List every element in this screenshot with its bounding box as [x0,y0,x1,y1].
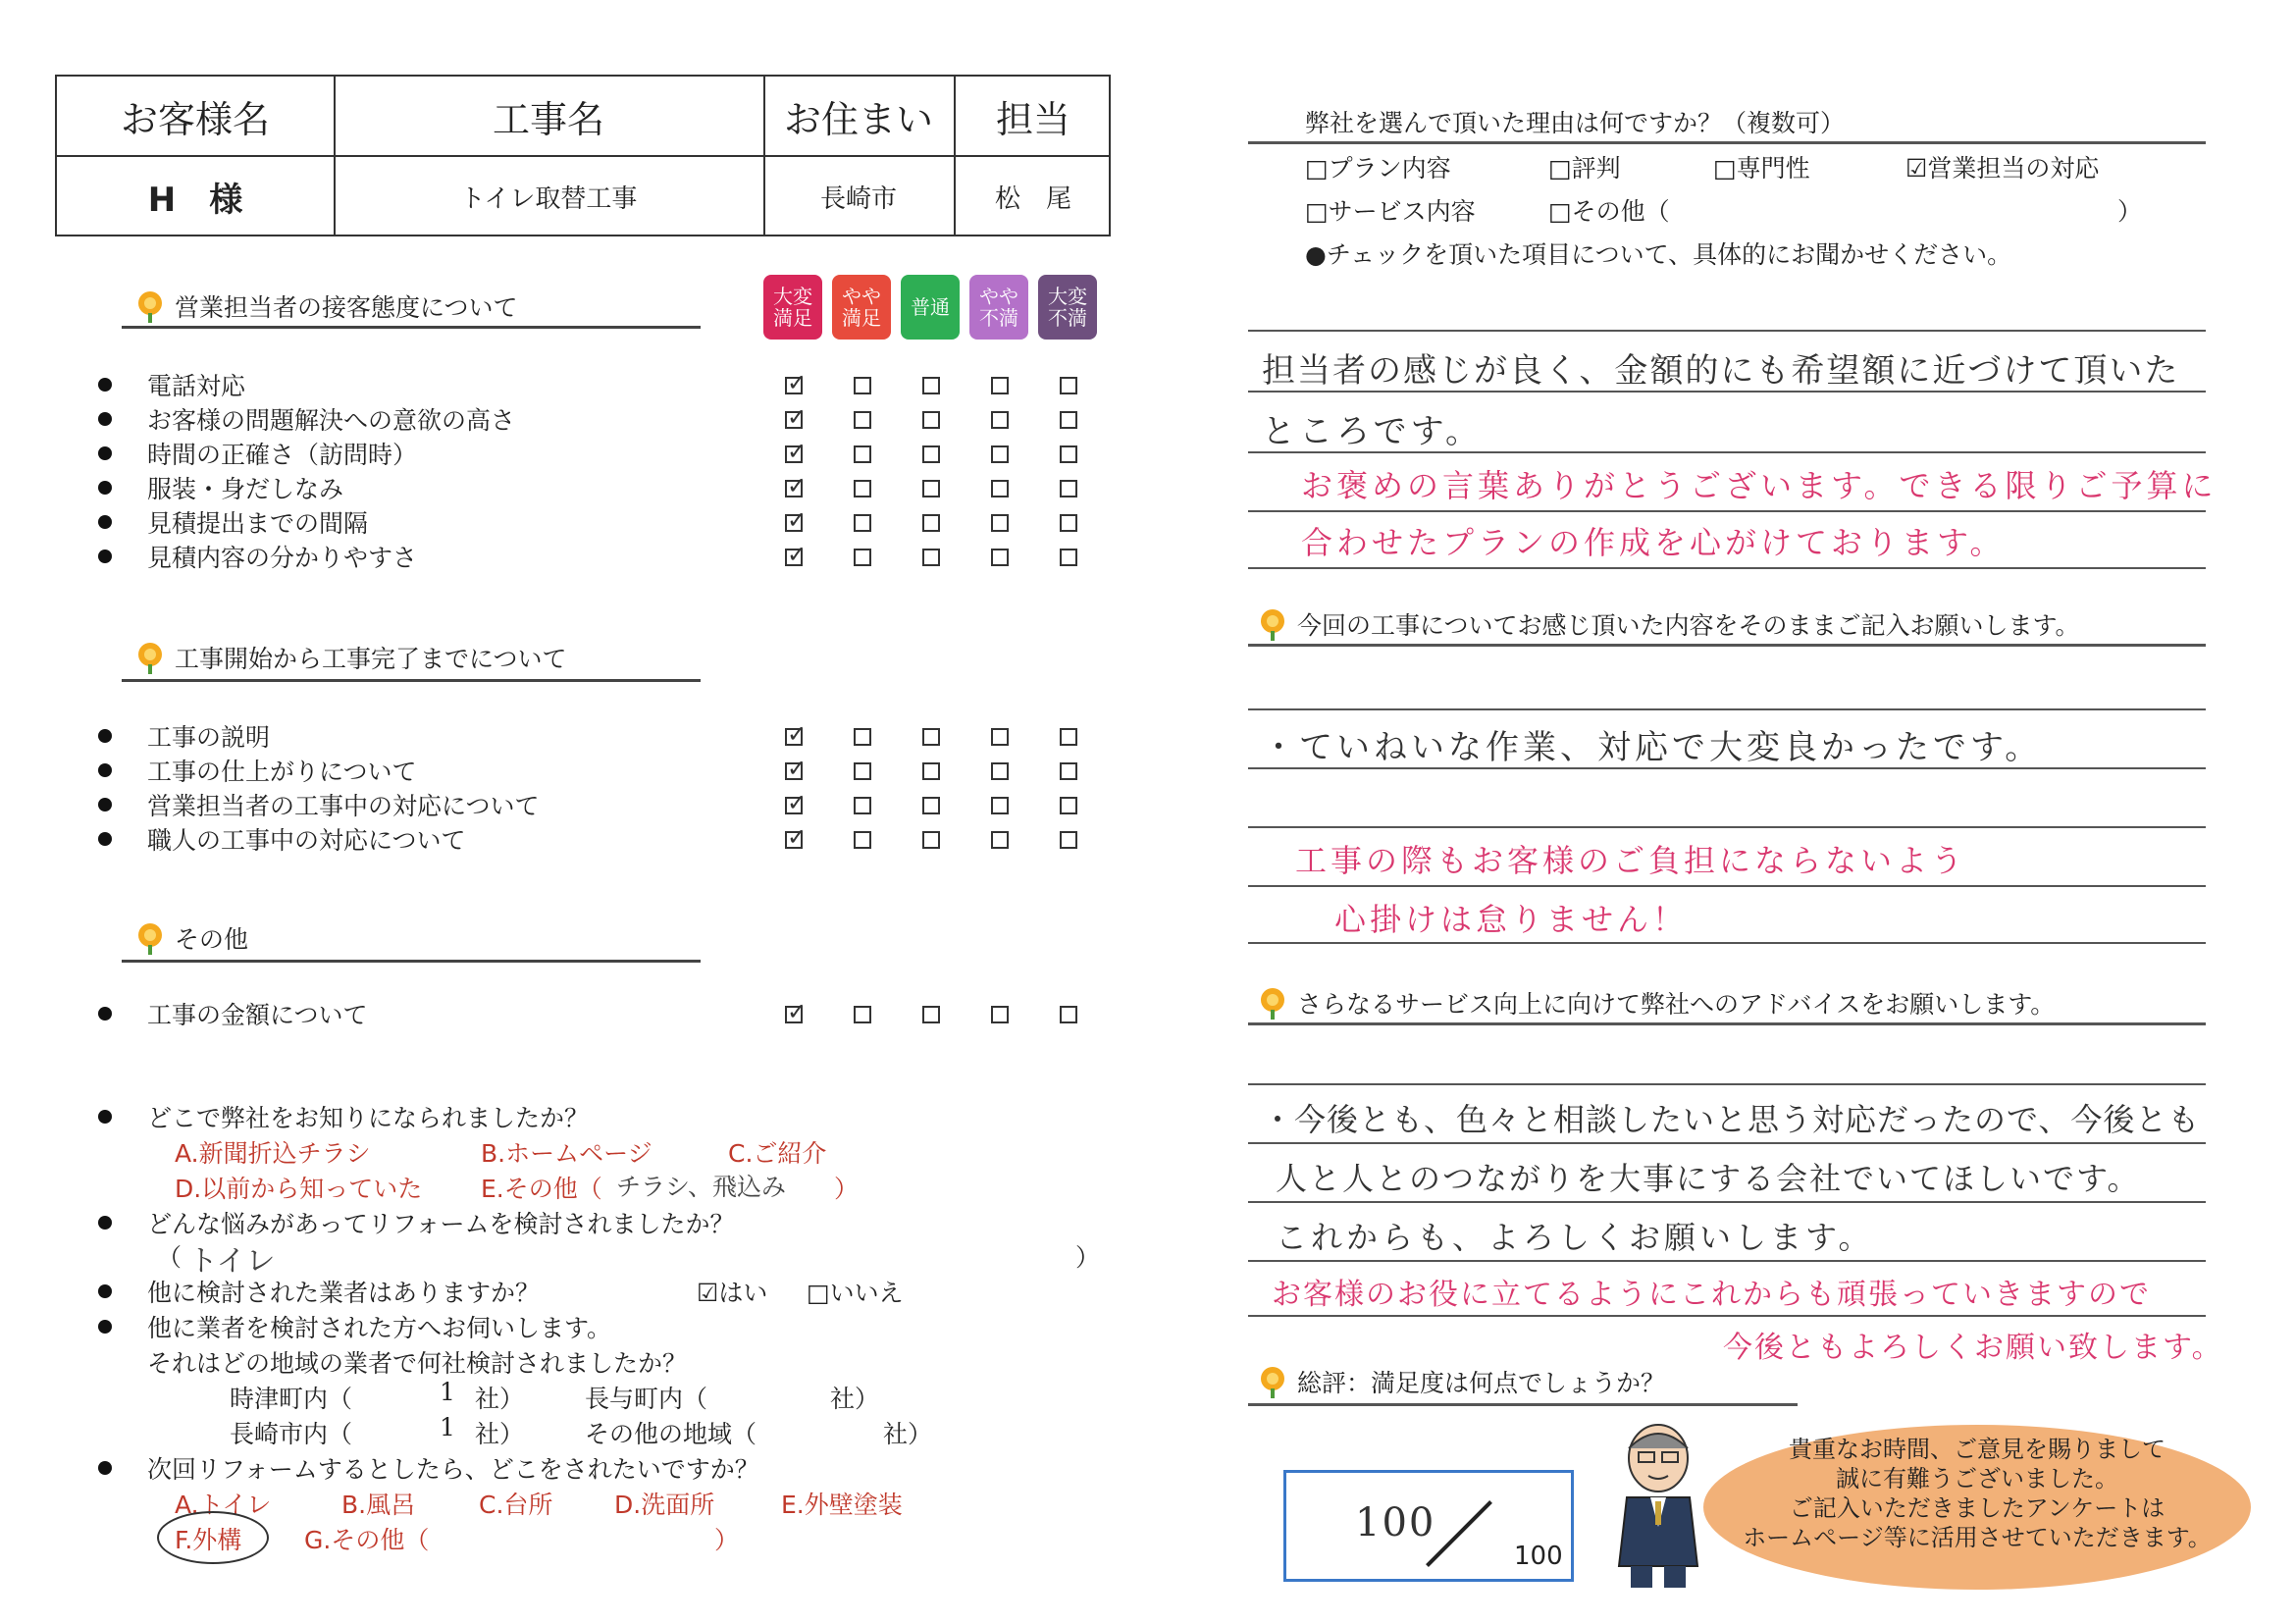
rating-checkbox[interactable] [854,762,871,780]
rating-checkbox[interactable] [854,411,871,429]
rating-checkbox[interactable] [991,514,1009,532]
impression-reply-line1: 工事の際もお客様のご負担にならないよう [1295,842,1967,879]
advice-answer-line2: 人と人とのつながりを大事にする会社でいてほしいです。 [1276,1160,2141,1197]
reason-service[interactable]: □サービス内容 [1305,197,1476,226]
reform-f-circle [157,1511,269,1564]
rating-checkbox[interactable] [854,480,871,497]
question-other-vendors: 他に検討された業者はありますか？ [98,1274,540,1309]
score-section: 総評：満足度は何点でしょうか？ [1258,1364,1665,1399]
area-other: その他の地域（ [585,1420,757,1448]
rating-checkbox[interactable] [1060,514,1077,532]
option-b[interactable]: B.ホームページ [481,1139,652,1168]
reform-g[interactable]: G.その他（ [304,1526,430,1554]
rating-checkbox-checked[interactable] [785,445,803,463]
rating-checkbox[interactable] [922,797,940,814]
area-nagayo: 長与町内（ [585,1385,708,1413]
rating-checkbox[interactable] [854,728,871,746]
reform-e[interactable]: E.外壁塗装 [781,1491,903,1519]
question-concern: どんな悩みがあってリフォームを検討されましたか？ [98,1205,735,1240]
customer-info-table [55,75,1111,236]
advice-reply-line2: 今後ともよろしくお願い致します。 [1723,1331,2223,1365]
rating-row [98,996,368,1031]
rating-checkbox[interactable] [854,445,871,463]
rating-checkbox-checked[interactable] [785,411,803,429]
rating-checkbox[interactable] [1060,377,1077,394]
reason-plan[interactable]: □プラン内容 [1305,154,1451,183]
rating-row [98,787,540,822]
rating-checkbox[interactable] [1060,1006,1077,1023]
rating-checkbox[interactable] [991,445,1009,463]
rating-checkbox[interactable] [991,549,1009,566]
rating-row [98,436,417,471]
rating-checkbox[interactable] [922,728,940,746]
question-vendor-area: 他に業者を検討された方へお伺いします。 [98,1309,611,1344]
rating-item-label: 工事の仕上がりについて [147,758,417,786]
score-value: 100 [1355,1500,1436,1545]
rating-checkbox[interactable] [991,1006,1009,1023]
advice-section: さらなるサービス向上に向けて弊社へのアドバイスをお願いします。 [1258,985,2055,1021]
flower-icon [1258,1367,1287,1396]
rating-checkbox[interactable] [1060,480,1077,497]
rating-checkbox[interactable] [1060,728,1077,746]
rating-checkbox[interactable] [1060,831,1077,849]
reason-reply-line1: お褒めの言葉ありがとうございます。できる限りご予算に [1301,467,2218,504]
rating-row [98,401,515,437]
rating-checkbox-checked[interactable] [785,549,803,566]
reason-expertise[interactable]: □専門性 [1713,154,1810,183]
question-next-reform: 次回リフォームするとしたら、どこをされたいですか？ [98,1450,759,1486]
section-title: 工事開始から工事完了までについて [175,645,567,673]
option-e[interactable]: E.その他（ [481,1175,602,1203]
rating-checkbox[interactable] [1060,549,1077,566]
customer-name: H 様 [147,181,243,220]
yes-checkbox[interactable]: ☑はい [697,1279,768,1307]
header-customer-label: お客様名 [120,97,270,141]
reform-a[interactable]: A.トイレ [175,1491,272,1519]
rating-item-label: 営業担当者の工事中の対応について [147,792,540,820]
rating-checkbox-checked[interactable] [785,831,803,849]
section-title: 営業担当者の接客態度について [175,293,518,322]
rating-checkbox[interactable] [1060,762,1077,780]
concern-answer: トイレ [188,1244,276,1279]
rating-item-label: 見積内容の分かりやすさ [147,544,418,572]
area-nagasaki: 長崎市内（ [230,1420,353,1448]
rating-item-label: 服装・身だしなみ [147,475,344,503]
option-d[interactable]: D.以前から知っていた [175,1175,423,1203]
badge-very-satisfied: 大変 満足 [763,275,822,340]
rating-checkbox-checked[interactable] [785,480,803,497]
rating-item-label: お客様の問題解決への意欲の高さ [147,406,516,435]
advice-answer-line1: ・今後とも、色々と相談したいと思う対応だったので、今後とも [1262,1101,2201,1138]
reform-f[interactable]: F.外構 [175,1526,242,1554]
impression-reply-line2: 心掛けは怠りません！ [1334,901,1689,938]
option-c[interactable]: C.ご紹介 [728,1139,827,1168]
rating-checkbox[interactable] [922,831,940,849]
rating-checkbox-checked[interactable] [785,797,803,814]
score-max: 100 [1514,1542,1563,1571]
flower-icon [1258,988,1287,1018]
rating-row [98,470,343,505]
rating-checkbox[interactable] [1060,797,1077,814]
section-construction [135,640,567,675]
rating-row [98,504,368,540]
advice-reply-line1: お客様のお役に立てるようにこれからも頑張っていきますので [1272,1278,2151,1312]
rating-checkbox[interactable] [991,411,1009,429]
rating-item-label: 職人の工事中の対応について [147,826,466,855]
reason-answer-line2: ところです。 [1262,412,1483,451]
rating-item-label: 工事の金額について [147,1001,368,1029]
question-how-known: どこで弊社をお知りになられましたか？ [98,1099,589,1134]
flower-icon [135,643,165,672]
thanks-message: 貴重なお時間、ご意見を賜りまして 誠に有難うございました。 ご記入いただきましたアンケートは ホームページ等に活用させていただきます。 [1743,1436,2212,1551]
badge-very-dissatisfied: 大変 不満 [1038,275,1097,340]
section-title: その他 [175,925,249,954]
impression-answer: ・ていねいな作業、対応で大変良かったです。 [1262,728,2043,767]
advice-answer-line3: これからも、よろしくお願いします。 [1276,1219,1874,1256]
header-staff-label: 担当 [995,97,1070,141]
rating-checkbox-checked[interactable] [785,728,803,746]
rating-checkbox[interactable] [922,377,940,394]
flower-icon [135,291,165,321]
flower-icon [1258,609,1287,639]
mascot-illustration [1609,1419,1707,1592]
reason-other[interactable]: □その他（ [1548,197,1670,226]
rating-checkbox[interactable] [854,514,871,532]
rating-row [98,821,466,857]
rating-checkbox[interactable] [922,445,940,463]
rating-checkbox[interactable] [922,549,940,566]
rating-row [98,539,417,574]
rating-item-label: 工事の説明 [147,723,271,752]
badge-somewhat-dissatisfied: やや 不満 [969,275,1028,340]
option-e-close: ） [834,1175,860,1203]
section-sales-attitude [135,288,518,324]
rating-row [98,367,245,402]
rating-checkbox-checked[interactable] [785,377,803,394]
reform-d[interactable]: D.洗面所 [614,1491,715,1519]
no-checkbox[interactable]: □いいえ [807,1279,904,1307]
reason-answer-line1: 担当者の感じが良く、金額的にも希望額に近づけて頂いた [1262,351,2180,391]
rating-checkbox[interactable] [922,480,940,497]
rating-checkbox[interactable] [922,1006,940,1023]
rating-checkbox[interactable] [991,480,1009,497]
reason-reply-line2: 合わせたプランの作成を心がけております。 [1301,524,2006,561]
flower-icon [135,923,165,953]
reason-title: 弊社を選んで頂いた理由は何ですか？（複数可） [1305,109,1846,137]
rating-checkbox-checked[interactable] [785,762,803,780]
reform-b[interactable]: B.風呂 [341,1491,416,1519]
score-box [1283,1470,1574,1582]
rating-checkbox[interactable] [854,831,871,849]
rating-checkbox[interactable] [922,411,940,429]
rating-checkbox[interactable] [991,831,1009,849]
header-residence-label: お住まい [783,97,933,141]
rating-item-label: 見積提出までの間隔 [147,509,369,538]
option-e-answer: チラシ、飛込み [616,1173,787,1201]
reform-c[interactable]: C.台所 [479,1491,553,1519]
impression-section: 今回の工事についてお感じ頂いた内容をそのままご記入お願いします。 [1258,606,2080,642]
reason-sales-response[interactable]: ☑営業担当の対応 [1905,154,2100,183]
rating-row [98,753,417,788]
badge-somewhat-satisfied: やや 満足 [832,275,891,340]
area-tokitsu: 時津町内（ [230,1385,353,1413]
residence: 長崎市 [819,184,897,214]
header-project-label: 工事名 [492,97,604,141]
reason-detail-prompt: ●チェックを頂いた項目について、具体的にお聞かせください。 [1305,240,2012,269]
section-other [135,920,248,956]
staff-name: 松 尾 [994,184,1071,214]
rating-checkbox-checked[interactable] [785,1006,803,1023]
project-name: トイレ取替工事 [459,184,638,214]
rating-checkbox[interactable] [991,377,1009,394]
rating-checkbox[interactable] [991,797,1009,814]
rating-checkbox[interactable] [1060,411,1077,429]
rating-row [98,718,270,754]
badge-neutral: 普通 [901,275,960,340]
rating-item-label: 時間の正確さ（訪問時） [147,441,418,469]
rating-checkbox-checked[interactable] [785,514,803,532]
rating-checkbox[interactable] [922,514,940,532]
rating-checkbox[interactable] [854,1006,871,1023]
rating-checkbox[interactable] [991,762,1009,780]
rating-checkbox[interactable] [854,549,871,566]
reason-reputation[interactable]: □評判 [1548,154,1621,183]
rating-item-label: 電話対応 [147,372,246,400]
rating-checkbox[interactable] [854,377,871,394]
rating-checkbox[interactable] [1060,445,1077,463]
rating-checkbox[interactable] [854,797,871,814]
rating-checkbox[interactable] [991,728,1009,746]
option-a[interactable]: A.新聞折込チラシ [175,1139,371,1168]
rating-checkbox[interactable] [922,762,940,780]
